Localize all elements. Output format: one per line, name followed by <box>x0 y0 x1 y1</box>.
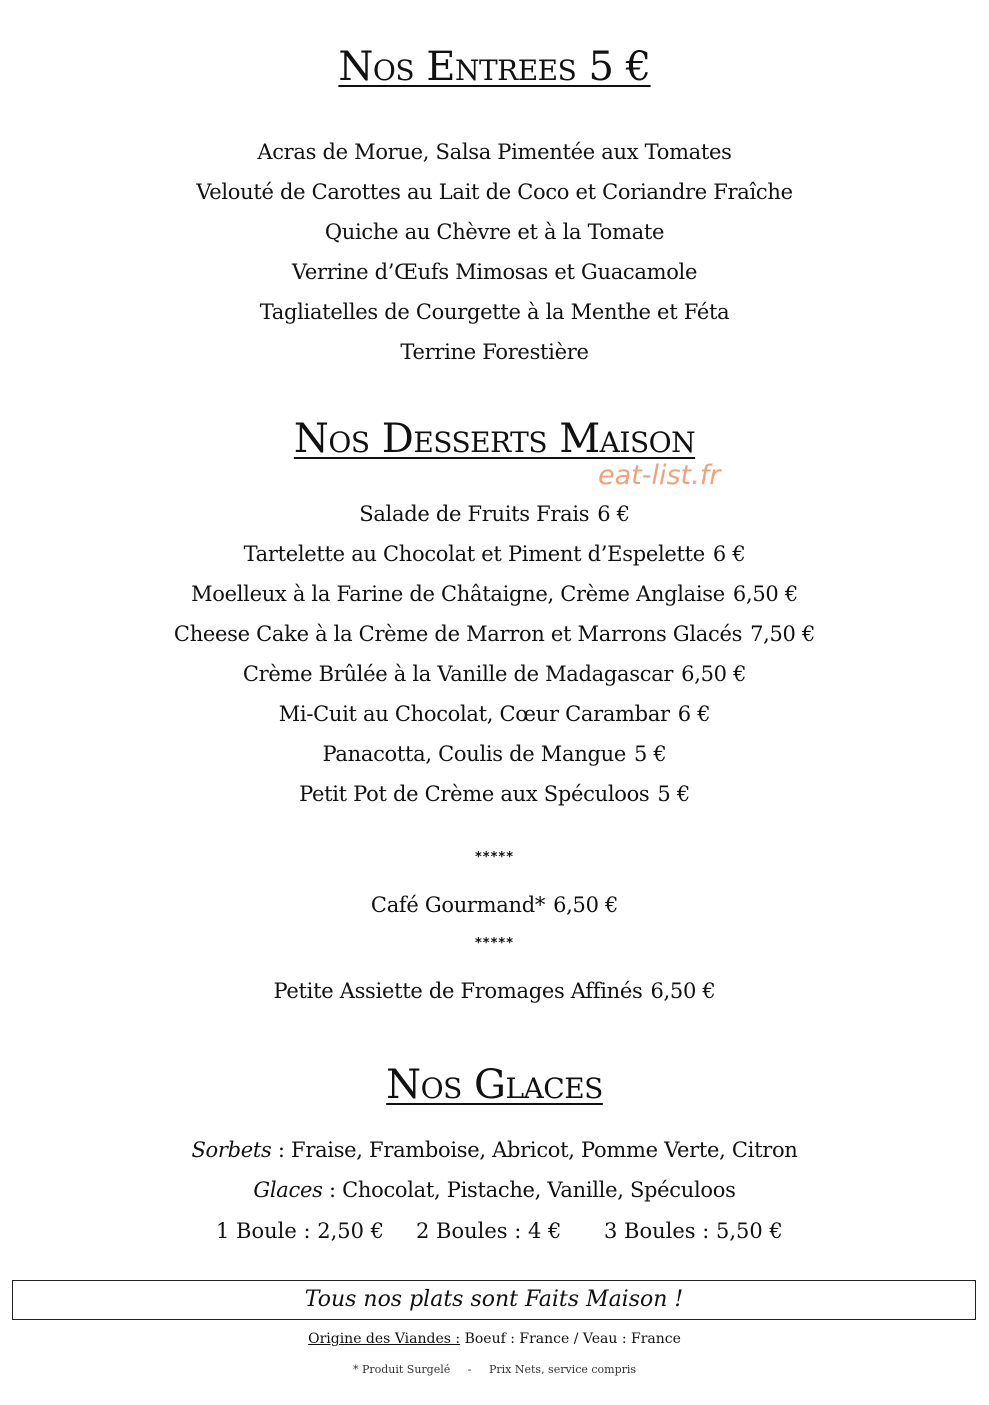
separator-stars: ***** <box>475 936 514 951</box>
entrees-section <box>0 44 989 90</box>
dessert-price: 6 € <box>712 542 746 566</box>
origine-viandes <box>0 1328 989 1350</box>
sorbets-list: : Fraise, Framboise, Abricot, Pomme Verte, Citron <box>271 1138 798 1162</box>
dessert-name: Mi-Cuit au Chocolat, Cœur Carambar <box>278 702 670 726</box>
price-one-scoop: 1 Boule : 2,50 € <box>216 1219 384 1243</box>
dessert-name: Tartelette au Chocolat et Piment d’Espelette <box>243 542 705 566</box>
dessert-item <box>0 774 989 814</box>
dessert-price: 6 € <box>597 502 630 526</box>
glaces-label: Glaces <box>253 1178 323 1202</box>
origine-text: Boeuf : France / Veau : France <box>460 1331 681 1347</box>
dessert-item <box>0 654 989 694</box>
dessert-name: Crème Brûlée à la Vanille de Madagascar <box>242 662 674 686</box>
dessert-name: Petit Pot de Crème aux Spéculoos <box>299 782 650 806</box>
entree-item: Verrine d’Œufs Mimosas et Guacamole <box>291 260 698 284</box>
entree-item: Velouté de Carottes au Lait de Coco et Coriandre Fraîche <box>196 180 793 204</box>
desserts-title: Nos Desserts Maison <box>293 416 696 462</box>
entree-item: Acras de Morue, Salsa Pimentée aux Tomates <box>257 140 732 164</box>
dessert-item <box>0 574 989 614</box>
entree-item: Tagliatelles de Courgette à la Menthe et Féta <box>259 300 730 324</box>
dessert-price: 6 € <box>677 702 711 726</box>
entree-item: Terrine Forestière <box>400 340 589 364</box>
glaces-list: : Chocolat, Pistache, Vanille, Spéculoos <box>322 1178 736 1202</box>
fromages-price: 6,50 € <box>650 979 716 1003</box>
dessert-price: 6,50 € <box>732 582 798 606</box>
sorbets-line <box>0 1130 989 1170</box>
dessert-price: 5 € <box>657 782 690 806</box>
origine-label: Origine des Viandes : <box>308 1331 461 1347</box>
cafe-price: 6,50 € <box>553 893 619 917</box>
dessert-price: 5 € <box>633 742 667 766</box>
glaces-title: Nos Glaces <box>386 1062 603 1108</box>
footnote-dash: - <box>467 1363 472 1376</box>
surgele-note: Produit Surgelé <box>361 1363 451 1376</box>
dessert-name: Panacotta, Coulis de Mangue <box>322 742 626 766</box>
glaces-line <box>0 1170 989 1210</box>
dessert-item <box>0 534 989 574</box>
prix-nets-note: Prix Nets, service compris <box>488 1363 637 1376</box>
watermark: eat-list.fr <box>598 460 721 491</box>
dessert-name: Cheese Cake à la Crème de Marron et Marrons Glacés <box>173 622 743 646</box>
fromages-item <box>0 971 989 1011</box>
dessert-item <box>0 694 989 734</box>
dessert-name: Salade de Fruits Frais <box>359 502 590 526</box>
dessert-item <box>0 614 989 654</box>
faits-maison-box: Tous nos plats sont Faits Maison ! <box>12 1280 976 1320</box>
price-three-scoops: 3 Boules : 5,50 € <box>604 1219 783 1243</box>
dessert-price: 6,50 € <box>681 662 747 686</box>
footnote <box>0 1360 989 1380</box>
cafe-gourmand-item <box>0 885 989 925</box>
cafe-name: Café Gourmand* <box>370 893 546 917</box>
entree-item: Quiche au Chèvre et à la Tomate <box>324 220 665 244</box>
desserts-section <box>0 416 989 462</box>
entrees-title: Nos Entrees 5 € <box>338 44 651 90</box>
sorbets-label: Sorbets <box>191 1138 272 1162</box>
separator-stars: ***** <box>475 850 514 865</box>
fromages-name: Petite Assiette de Fromages Affinés <box>273 979 643 1003</box>
dessert-item <box>0 494 989 534</box>
dessert-name: Moelleux à la Farine de Châtaigne, Crème Anglaise <box>191 582 725 606</box>
price-two-scoops: 2 Boules : 4 € <box>416 1219 562 1243</box>
dessert-price: 7,50 € <box>750 622 816 646</box>
footnote-star: * <box>352 1363 359 1376</box>
dessert-item <box>0 734 989 774</box>
glaces-section <box>0 1062 989 1108</box>
